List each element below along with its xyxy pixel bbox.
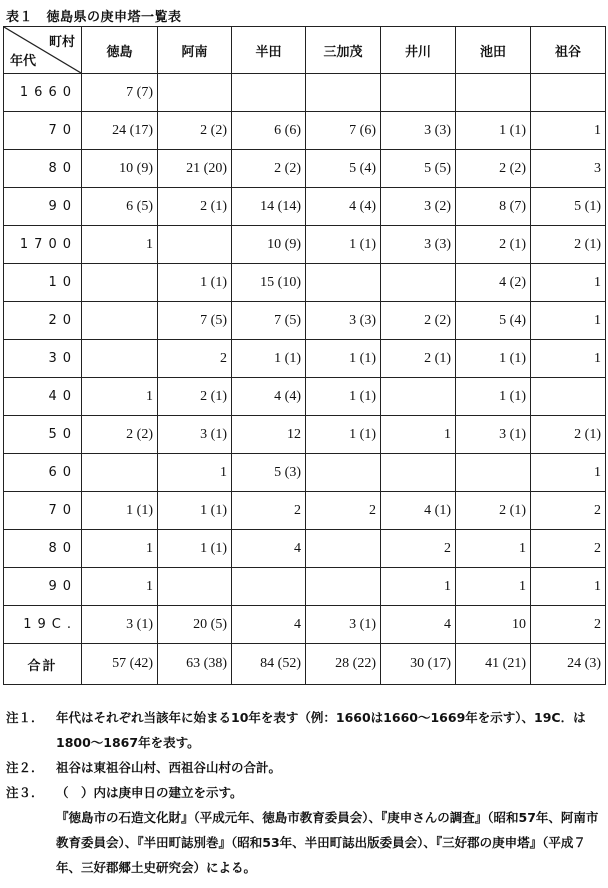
column-header: 池田 (456, 27, 531, 74)
column-header: 三加茂 (306, 27, 381, 74)
table-cell: 2 (2) (381, 302, 456, 340)
table-cell (306, 74, 381, 112)
header-row (4, 27, 606, 74)
table-cell: 1 (1) (456, 378, 531, 416)
table-cell: 5 (4) (456, 302, 531, 340)
table-cell: 5 (4) (306, 150, 381, 188)
table-cell: 2 (2) (456, 150, 531, 188)
corner-label-era: 年代 (10, 54, 37, 69)
table-cell: 3 (1) (82, 606, 158, 644)
table-cell: 7 (5) (232, 302, 306, 340)
table-cell: 2 (1) (456, 226, 531, 264)
table-cell: 2 (531, 492, 606, 530)
row-year: 70 (4, 112, 82, 150)
table-cell: 8 (7) (456, 188, 531, 226)
table-cell: 1 (1) (306, 340, 381, 378)
row-year: 40 (4, 378, 82, 416)
table-cell (306, 454, 381, 492)
table-cell (531, 74, 606, 112)
table-row (4, 492, 606, 530)
row-year: 20 (4, 302, 82, 340)
note-label: 注２． (6, 760, 44, 775)
table-cell: 2 (531, 606, 606, 644)
table-cell: 7 (7) (82, 74, 158, 112)
table-cell (456, 74, 531, 112)
table-cell: 4 (381, 606, 456, 644)
table-row (4, 340, 606, 378)
total-cell: 30 (17) (381, 644, 456, 685)
table-row (4, 530, 606, 568)
table-cell: 10 (9) (82, 150, 158, 188)
row-year: 90 (4, 188, 82, 226)
note-3 (6, 780, 604, 805)
table-cell: 24 (17) (82, 112, 158, 150)
table-row (4, 150, 606, 188)
column-header: 半田 (232, 27, 306, 74)
table-cell (158, 226, 232, 264)
table-cell: 1 (82, 568, 158, 606)
table-cell: 1 (1) (306, 226, 381, 264)
table-cell: 2 (381, 530, 456, 568)
table-cell: 20 (5) (158, 606, 232, 644)
notes-section (6, 705, 604, 880)
total-row (4, 644, 606, 685)
table-cell (82, 264, 158, 302)
table-cell: 3 (3) (381, 112, 456, 150)
table-cell: 3 (3) (306, 302, 381, 340)
table-cell: 2 (158, 340, 232, 378)
row-year: 80 (4, 150, 82, 188)
table-cell (232, 74, 306, 112)
table-cell: 2 (2) (82, 416, 158, 454)
row-year: 1660 (4, 74, 82, 112)
table-row (4, 416, 606, 454)
table-cell (306, 264, 381, 302)
total-cell: 57 (42) (82, 644, 158, 685)
table-cell: 1 (82, 226, 158, 264)
row-year: 70 (4, 492, 82, 530)
table-body (4, 74, 606, 685)
table-cell: 5 (3) (232, 454, 306, 492)
table-cell (158, 74, 232, 112)
table-cell: 1 (1) (456, 112, 531, 150)
table-cell: 3 (1) (158, 416, 232, 454)
note-text: （ ）内は庚申日の建立を示す。 (56, 785, 243, 800)
table-row (4, 188, 606, 226)
table-cell: 3 (3) (381, 226, 456, 264)
table-cell: 10 (456, 606, 531, 644)
table-cell (531, 378, 606, 416)
table-cell: 3 (2) (381, 188, 456, 226)
table-cell: 1 (531, 112, 606, 150)
table-cell (306, 530, 381, 568)
table-cell: 2 (306, 492, 381, 530)
table-cell: 15 (10) (232, 264, 306, 302)
table-cell (82, 340, 158, 378)
table-row (4, 226, 606, 264)
table-cell: 1 (381, 568, 456, 606)
row-year: 30 (4, 340, 82, 378)
table-cell: 1 (456, 568, 531, 606)
table-cell: 1 (1) (158, 530, 232, 568)
corner-label-town: 町村 (48, 35, 75, 50)
table-cell: 3 (531, 150, 606, 188)
table-cell: 4 (232, 530, 306, 568)
table-cell: 2 (1) (531, 226, 606, 264)
table-cell: 2 (2) (232, 150, 306, 188)
table-row (4, 112, 606, 150)
row-year: 50 (4, 416, 82, 454)
note-2 (6, 755, 604, 780)
table-cell: 1 (531, 454, 606, 492)
table-row (4, 302, 606, 340)
table-cell: 2 (1) (456, 492, 531, 530)
table-row (4, 264, 606, 302)
table-cell: 1 (1) (158, 492, 232, 530)
koshin-tower-table (3, 26, 606, 685)
table-cell: 4 (1) (381, 492, 456, 530)
table-cell (82, 302, 158, 340)
total-cell: 24 (3) (531, 644, 606, 685)
table-cell (381, 74, 456, 112)
corner-header (4, 27, 82, 74)
table-cell: 14 (14) (232, 188, 306, 226)
table-cell (381, 454, 456, 492)
note-label: 注１． (6, 710, 44, 725)
table-cell: 1 (1) (306, 378, 381, 416)
table-cell: 1 (1) (456, 340, 531, 378)
column-header: 井川 (381, 27, 456, 74)
note-1 (6, 705, 604, 755)
table-cell: 1 (531, 340, 606, 378)
table-cell: 7 (6) (306, 112, 381, 150)
table-cell: 2 (1) (158, 378, 232, 416)
table-cell: 1 (1) (306, 416, 381, 454)
table-row (4, 74, 606, 112)
table-cell: 6 (5) (82, 188, 158, 226)
table-cell: 1 (82, 378, 158, 416)
table-cell: 1 (1) (82, 492, 158, 530)
table-cell: 2 (232, 492, 306, 530)
table-cell: 2 (1) (381, 340, 456, 378)
table-cell: 7 (5) (158, 302, 232, 340)
table-cell: 1 (1) (158, 264, 232, 302)
table-row (4, 606, 606, 644)
table-cell: 2 (1) (158, 188, 232, 226)
table-cell (82, 454, 158, 492)
table-cell: 1 (1) (232, 340, 306, 378)
table-cell (232, 568, 306, 606)
row-year: 80 (4, 530, 82, 568)
table-row (4, 568, 606, 606)
total-cell: 28 (22) (306, 644, 381, 685)
table-cell: 4 (4) (306, 188, 381, 226)
table-row (4, 378, 606, 416)
table-cell: 1 (158, 454, 232, 492)
column-header: 阿南 (158, 27, 232, 74)
total-cell: 84 (52) (232, 644, 306, 685)
table-cell (381, 378, 456, 416)
table-cell: 5 (5) (381, 150, 456, 188)
row-year: 90 (4, 568, 82, 606)
table-cell: 2 (2) (158, 112, 232, 150)
table-cell: 1 (82, 530, 158, 568)
table-caption: 表１ 徳島県の庚申塔一覧表 (6, 10, 182, 25)
table-cell (456, 454, 531, 492)
table-cell: 12 (232, 416, 306, 454)
table-cell: 6 (6) (232, 112, 306, 150)
column-header: 徳島 (82, 27, 158, 74)
table-cell: 10 (9) (232, 226, 306, 264)
table-cell: 1 (531, 264, 606, 302)
total-label: 合計 (4, 644, 82, 685)
table-cell: 4 (232, 606, 306, 644)
total-cell: 63 (38) (158, 644, 232, 685)
table-cell: 2 (531, 530, 606, 568)
row-year: 60 (4, 454, 82, 492)
total-cell: 41 (21) (456, 644, 531, 685)
table-cell: 5 (1) (531, 188, 606, 226)
table-cell (381, 264, 456, 302)
table-cell: 2 (1) (531, 416, 606, 454)
table-cell: 1 (381, 416, 456, 454)
table-cell: 21 (20) (158, 150, 232, 188)
table-cell: 4 (4) (232, 378, 306, 416)
table-cell (158, 568, 232, 606)
table-cell: 3 (1) (306, 606, 381, 644)
row-year: 1700 (4, 226, 82, 264)
table-row (4, 454, 606, 492)
sources-text: 『徳島市の石造文化財』（平成元年、徳島市教育委員会）、『庚申さんの調査』（昭和57年、阿南市教育委員会）、『半田町誌別巻』（昭和53年、半田町誌出版委員会）、『三好郡の庚申塔』（平成７年、三好郡郷土史研究会）による。 (56, 810, 599, 875)
table-cell (306, 568, 381, 606)
note-text: 祖谷は東祖谷山村、西祖谷山村の合計。 (56, 760, 282, 775)
note-label: 注３． (6, 785, 44, 800)
note-text: 年代はそれぞれ当該年に始まる10年を表す（例：1660は1660～1669年を示す）、19C．は1800～1867年を表す。 (56, 710, 586, 750)
row-year: 10 (4, 264, 82, 302)
table-cell: 1 (456, 530, 531, 568)
row-year: 19C. (4, 606, 82, 644)
table-cell: 4 (2) (456, 264, 531, 302)
table-cell: 1 (531, 302, 606, 340)
table-cell: 3 (1) (456, 416, 531, 454)
column-header: 祖谷 (531, 27, 606, 74)
table-cell: 1 (531, 568, 606, 606)
